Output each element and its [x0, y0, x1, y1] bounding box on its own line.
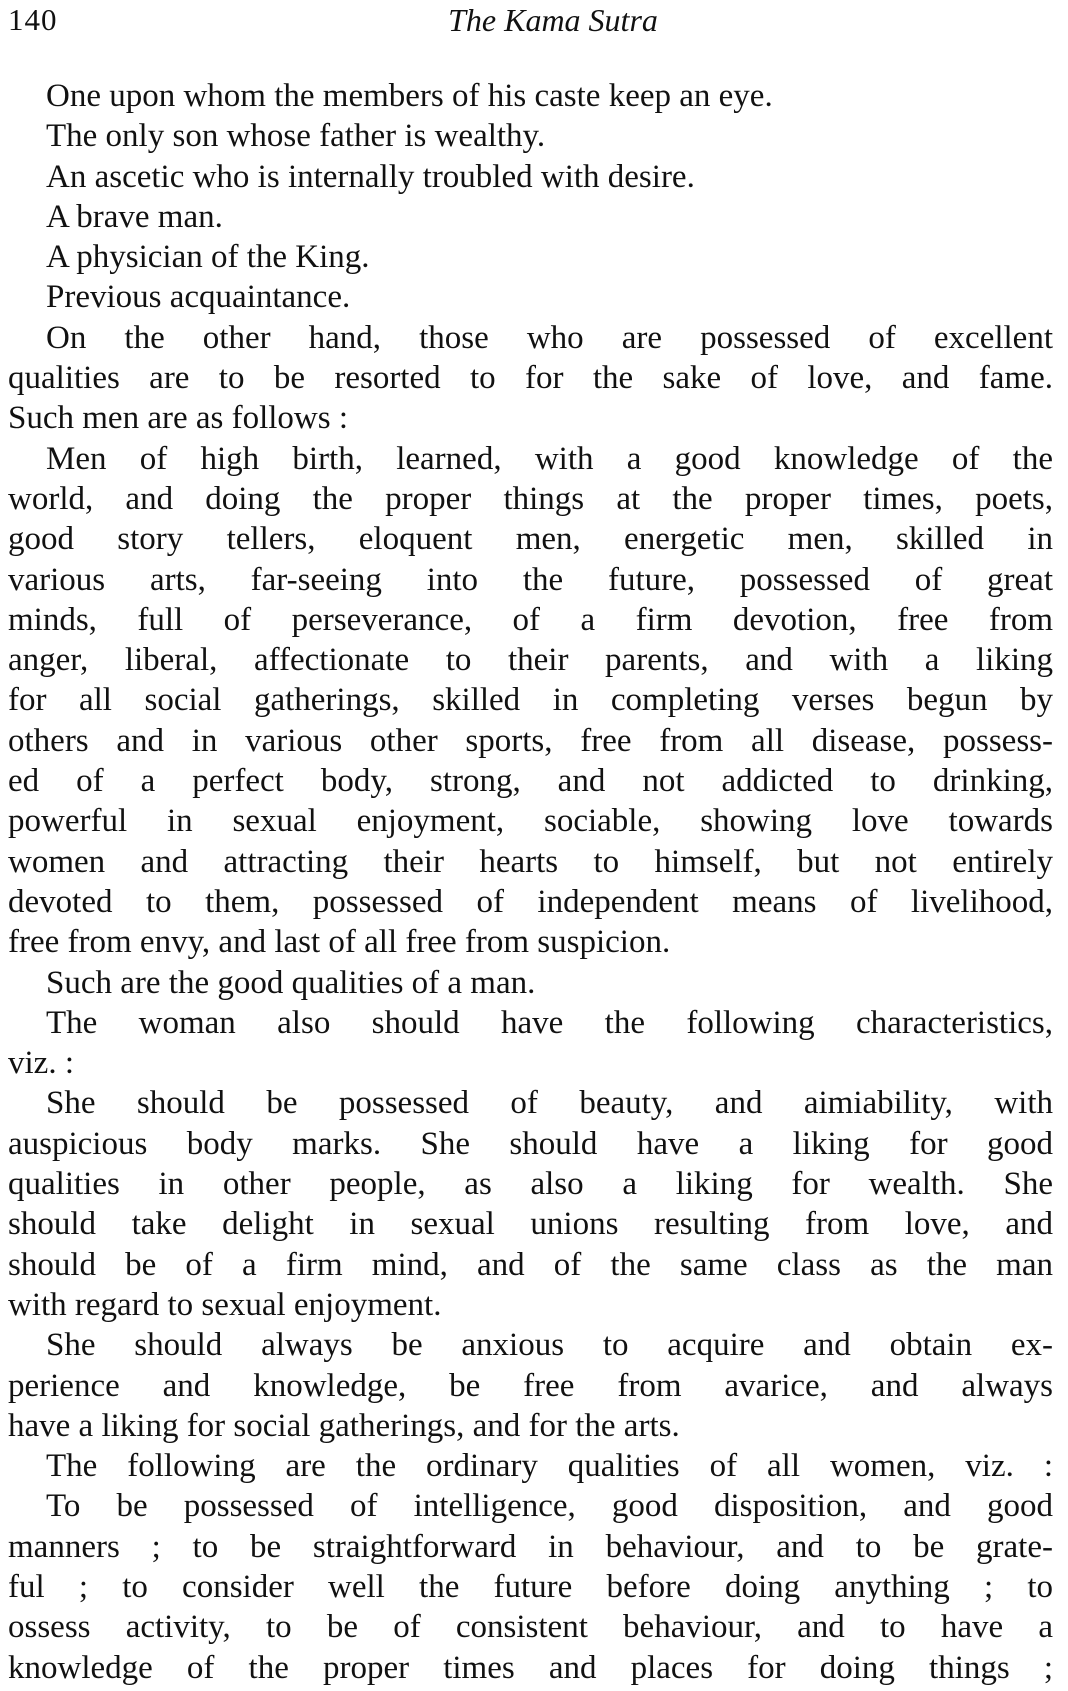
text-line: The woman also should have the following characteristics,: [46, 1004, 1053, 1041]
text-line: A physician of the King.: [46, 239, 370, 276]
page-number: 140: [8, 2, 58, 37]
text-line: The following are the ordinary qualities of all women, viz. :: [46, 1448, 1053, 1485]
text-line: minds, full of perseverance, of a firm devotion, free from: [8, 601, 1053, 638]
text-line: One upon whom the members of his caste keep an eye.: [46, 78, 773, 114]
text-line: should be of a firm mind, and of the same class as the man: [8, 1246, 1053, 1283]
text-line: Such men are as follows :: [8, 400, 349, 437]
text-line: viz. :: [8, 1045, 74, 1082]
page-header: [8, 2, 1058, 46]
running-title: The Kama Sutra: [448, 2, 658, 38]
text-line: To be possessed of intelligence, good disposition, and good: [46, 1488, 1053, 1525]
text-line: for all social gatherings, skilled in completing verses begun by: [8, 682, 1053, 719]
text-line: devoted to them, possessed of independent means of livelihood,: [8, 883, 1053, 920]
text-line: knowledge of the proper times and places for doing things ;: [8, 1649, 1053, 1686]
text-line: She should always be anxious to acquire and obtain ex-: [46, 1327, 1053, 1364]
text-line: auspicious body marks. She should have a liking for good: [8, 1125, 1053, 1162]
text-line: perience and knowledge, be free from avarice, and always: [8, 1367, 1053, 1404]
text-line: various arts, far-seeing into the future, possessed of great: [8, 561, 1053, 598]
text-line: Such are the good qualities of a man.: [46, 964, 536, 1001]
text-line: world, and doing the proper things at the proper times, poets,: [8, 480, 1053, 517]
text-line: A brave man.: [46, 198, 223, 235]
text-line: ossess activity, to be of consistent behaviour, and to have a: [8, 1609, 1053, 1646]
text-line: manners ; to be straightforward in behaviour, and to be grate-: [8, 1528, 1053, 1565]
text-line: She should be possessed of beauty, and aimiability, with: [46, 1085, 1053, 1122]
body-text: [8, 76, 1053, 1688]
text-line: Previous acquaintance.: [46, 279, 351, 316]
text-line: ful ; to consider well the future before doing anything ; to: [8, 1568, 1053, 1605]
text-line: Men of high birth, learned, with a good knowledge of the: [46, 440, 1053, 477]
text-line: should take delight in sexual unions resulting from love, and: [8, 1206, 1053, 1243]
text-line: qualities in other people, as also a liking for wealth. She: [8, 1166, 1053, 1203]
text-line: qualities are to be resorted to for the sake of love, and fame.: [8, 360, 1053, 397]
text-line: women and attracting their hearts to himself, but not entirely: [8, 843, 1053, 880]
text-line: On the other hand, those who are possessed of excellent: [46, 319, 1053, 356]
text-line: free from envy, and last of all free from suspicion.: [8, 924, 671, 961]
text-line: anger, liberal, affectionate to their parents, and with a liking: [8, 642, 1053, 679]
text-line: have a liking for social gatherings, and for the arts.: [8, 1407, 680, 1444]
text-line: good story tellers, eloquent men, energetic men, skilled in: [8, 521, 1053, 558]
text-line: with regard to sexual enjoyment.: [8, 1286, 442, 1323]
text-line: powerful in sexual enjoyment, sociable, showing love towards: [8, 803, 1053, 840]
text-line: An ascetic who is internally troubled with desire.: [46, 158, 695, 195]
text-line: The only son whose father is wealthy.: [46, 118, 546, 155]
text-line: others and in various other sports, free from all disease, possess-: [8, 722, 1053, 759]
text-line: ed of a perfect body, strong, and not addicted to drinking,: [8, 763, 1053, 800]
